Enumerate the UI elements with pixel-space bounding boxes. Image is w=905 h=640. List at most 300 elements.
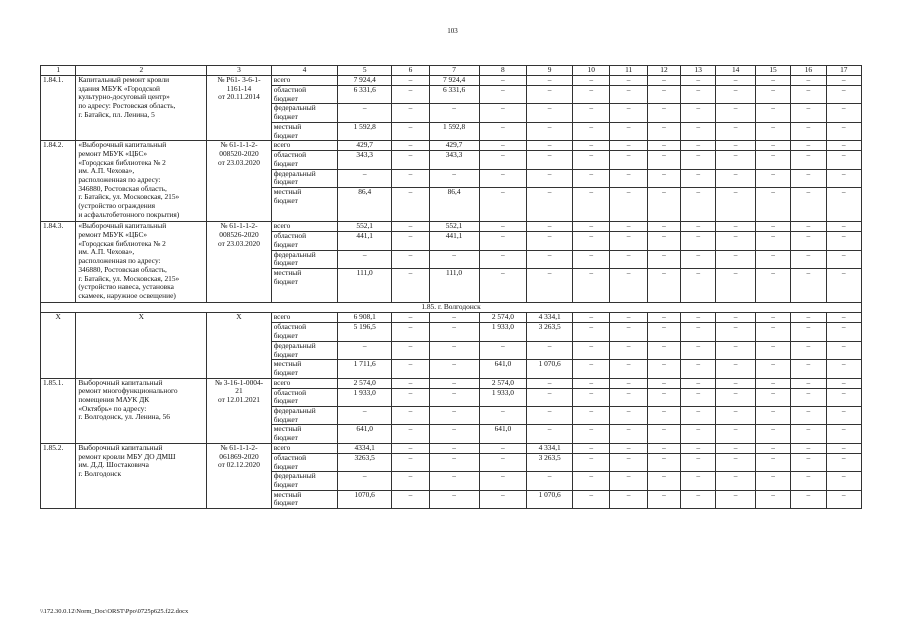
value-cell: – [716,122,755,140]
item-number: 1.85.1. [41,378,76,443]
value-cell: – [479,222,527,232]
value-cell: – [527,169,573,187]
value-cell: – [527,151,573,169]
value-cell: – [681,169,716,187]
value-cell: – [392,453,429,471]
value-cell: – [716,222,755,232]
value-cell: – [755,141,790,151]
value-cell: – [573,169,610,187]
value-cell: – [681,86,716,104]
value-cell: – [392,151,429,169]
value-cell: – [791,269,826,303]
table-header-row [41,66,862,76]
value-cell: – [527,188,573,222]
item-number: 1.84.1. [41,76,76,141]
value-cell: – [610,188,647,222]
value-cell: – [755,232,790,250]
column-header: 1 [41,66,76,76]
value-cell: – [716,104,755,122]
value-cell: – [716,472,755,490]
value-cell: – [681,250,716,268]
value-cell: – [755,341,790,359]
value-cell: – [573,388,610,406]
value-cell: – [610,313,647,323]
funding-source: всего [271,443,338,453]
value-cell: – [610,122,647,140]
value-cell: – [573,269,610,303]
value-cell: – [338,341,392,359]
value-cell: – [826,313,861,323]
value-cell: – [429,323,479,341]
value-cell: – [681,388,716,406]
item-description: Выборочный капитальный ремонт многофункционального помещения МАУК ДК «Октябрь» по адресу: г. Волгодонск, ул. Ленина, 56 [76,378,207,443]
value-cell: – [826,360,861,378]
value-cell: – [392,360,429,378]
value-cell: 2 574,0 [479,313,527,323]
value-cell: – [791,151,826,169]
value-cell: – [527,76,573,86]
value-cell: – [647,341,680,359]
funding-source: всего [271,76,338,86]
value-cell: – [791,407,826,425]
value-cell: 1 933,0 [338,388,392,406]
value-cell: – [647,269,680,303]
column-header: 4 [271,66,338,76]
funding-source: областной бюджет [271,86,338,104]
value-cell: 6 331,6 [429,86,479,104]
value-cell: – [791,425,826,443]
table-row [41,443,862,453]
value-cell: 429,7 [429,141,479,151]
funding-source: областной бюджет [271,232,338,250]
value-cell: 86,4 [429,188,479,222]
value-cell: – [573,232,610,250]
value-cell: – [647,323,680,341]
value-cell: – [392,222,429,232]
value-cell: – [573,378,610,388]
value-cell: – [681,443,716,453]
value-cell: – [573,122,610,140]
value-cell: – [610,76,647,86]
value-cell: – [826,388,861,406]
value-cell: – [392,122,429,140]
value-cell: – [716,169,755,187]
value-cell: – [429,425,479,443]
value-cell: – [479,443,527,453]
column-header: 14 [716,66,755,76]
value-cell: 1 933,0 [479,388,527,406]
value-cell: 3 263,5 [527,453,573,471]
value-cell: – [826,169,861,187]
value-cell: – [527,341,573,359]
value-cell: – [826,425,861,443]
value-cell: – [647,122,680,140]
value-cell: – [681,490,716,508]
value-cell: – [527,269,573,303]
value-cell: – [610,360,647,378]
value-cell: – [826,341,861,359]
value-cell: – [338,104,392,122]
value-cell: – [573,407,610,425]
item-description: Х [76,313,207,378]
value-cell: – [791,232,826,250]
value-cell: – [429,443,479,453]
value-cell: – [573,425,610,443]
column-header: 15 [755,66,790,76]
value-cell: – [826,76,861,86]
value-cell: – [610,323,647,341]
value-cell: – [527,425,573,443]
value-cell: – [610,86,647,104]
value-cell: – [392,443,429,453]
value-cell: – [716,151,755,169]
value-cell: – [716,360,755,378]
value-cell: – [610,472,647,490]
value-cell: 552,1 [429,222,479,232]
value-cell: – [573,313,610,323]
item-description: «Выборочный капитальный ремонт МБУК «ЦБС» «Городская библиотека № 2 им. А.П. Чехова», расположенная по адресу: 346880, Ростовская область, г. Батайск, ул. Московская, 215» (устройство ограждения и асфальтобетонного покрытия) [76,141,207,222]
value-cell: – [755,443,790,453]
value-cell: – [681,141,716,151]
value-cell: – [826,222,861,232]
value-cell: – [791,378,826,388]
value-cell: – [647,76,680,86]
funding-source: федеральный бюджет [271,250,338,268]
value-cell: – [755,76,790,86]
value-cell: 4 334,1 [527,313,573,323]
page-number: 103 [447,27,458,35]
funding-source: местный бюджет [271,269,338,303]
footer-file-path: \\172.30.0.12\Norm_Doc\ORST\Ppo\0725p625.f22.docx [40,608,189,615]
value-cell: – [681,151,716,169]
value-cell: – [791,341,826,359]
value-cell: 1 592,8 [429,122,479,140]
value-cell: – [392,407,429,425]
value-cell: – [429,388,479,406]
value-cell: – [716,76,755,86]
value-cell: – [573,341,610,359]
funding-source: федеральный бюджет [271,169,338,187]
value-cell: – [791,490,826,508]
value-cell: – [610,104,647,122]
value-cell: – [610,341,647,359]
value-cell: – [392,188,429,222]
value-cell: – [392,378,429,388]
value-cell: – [338,472,392,490]
value-cell: – [791,86,826,104]
item-description: «Выборочный капитальный ремонт МБУК «ЦБС» «Городская библиотека № 2 им. А.П. Чехова», расположенная по адресу: 346880, Ростовская область, г. Батайск, ул. Московская, 215» (устройство навеса, установка скамеек, наружное освещение) [76,222,207,303]
value-cell: – [573,360,610,378]
value-cell: – [716,232,755,250]
value-cell: – [573,453,610,471]
funding-source: местный бюджет [271,188,338,222]
table-row [41,222,862,232]
value-cell: – [791,188,826,222]
value-cell: – [429,360,479,378]
column-header: 11 [610,66,647,76]
table-row [41,141,862,151]
value-cell: – [647,169,680,187]
funding-source: всего [271,313,338,323]
value-cell: – [826,443,861,453]
value-cell: 1 592,8 [338,122,392,140]
value-cell: – [791,323,826,341]
funding-source: местный бюджет [271,490,338,508]
value-cell: – [681,188,716,222]
item-number: Х [41,313,76,378]
value-cell: 441,1 [338,232,392,250]
value-cell: – [791,388,826,406]
value-cell: 641,0 [479,360,527,378]
value-cell: – [479,122,527,140]
value-cell: – [647,360,680,378]
value-cell: – [826,490,861,508]
value-cell: 111,0 [338,269,392,303]
column-header: 5 [338,66,392,76]
value-cell: – [716,188,755,222]
section-row [41,303,862,313]
value-cell: – [716,490,755,508]
value-cell: – [681,425,716,443]
value-cell: – [647,313,680,323]
value-cell: – [429,250,479,268]
value-cell: – [479,407,527,425]
value-cell: – [479,169,527,187]
value-cell: – [716,141,755,151]
value-cell: – [479,269,527,303]
value-cell: – [479,86,527,104]
value-cell: – [429,341,479,359]
value-cell: – [826,232,861,250]
value-cell: – [755,122,790,140]
value-cell: – [392,76,429,86]
value-cell: – [826,188,861,222]
value-cell: – [573,222,610,232]
value-cell: – [479,188,527,222]
value-cell: – [429,104,479,122]
value-cell: – [573,151,610,169]
value-cell: – [826,141,861,151]
funding-source: местный бюджет [271,122,338,140]
value-cell: – [610,232,647,250]
value-cell: – [647,151,680,169]
value-cell: – [755,490,790,508]
funding-source: федеральный бюджет [271,341,338,359]
value-cell: – [791,222,826,232]
value-cell: – [647,407,680,425]
value-cell: – [610,222,647,232]
value-cell: 4334,1 [338,443,392,453]
value-cell: – [479,453,527,471]
value-cell: – [610,378,647,388]
value-cell: – [681,453,716,471]
section-title: 1.85. г. Волгодонск [41,303,862,313]
value-cell: – [681,378,716,388]
value-cell: – [610,269,647,303]
value-cell: – [479,250,527,268]
value-cell: – [755,425,790,443]
value-cell: – [647,378,680,388]
value-cell: – [826,250,861,268]
value-cell: – [826,378,861,388]
value-cell: – [791,453,826,471]
value-cell: – [791,141,826,151]
value-cell: – [755,378,790,388]
value-cell: – [573,443,610,453]
value-cell: – [527,378,573,388]
value-cell: – [338,407,392,425]
value-cell: – [681,407,716,425]
value-cell: – [716,269,755,303]
value-cell: – [791,443,826,453]
value-cell: – [755,86,790,104]
budget-table [40,65,862,509]
funding-source: местный бюджет [271,425,338,443]
value-cell: – [681,222,716,232]
value-cell: – [479,490,527,508]
value-cell: 1 933,0 [479,323,527,341]
value-cell: – [681,122,716,140]
value-cell: – [610,151,647,169]
value-cell: – [647,425,680,443]
table-row [41,378,862,388]
value-cell: 2 574,0 [338,378,392,388]
value-cell: – [681,360,716,378]
column-header: 9 [527,66,573,76]
value-cell: – [791,250,826,268]
value-cell: – [755,360,790,378]
value-cell: – [826,269,861,303]
value-cell: – [681,323,716,341]
value-cell: – [527,86,573,104]
value-cell: – [647,232,680,250]
value-cell: – [573,104,610,122]
value-cell: – [573,250,610,268]
value-cell: 343,3 [338,151,392,169]
value-cell: 7 924,4 [338,76,392,86]
value-cell: – [392,250,429,268]
value-cell: – [527,122,573,140]
value-cell: 1 070,6 [527,360,573,378]
column-header: 7 [429,66,479,76]
value-cell: – [573,323,610,341]
value-cell: 5 196,5 [338,323,392,341]
value-cell: – [573,490,610,508]
value-cell: – [755,313,790,323]
value-cell: – [826,122,861,140]
value-cell: – [338,250,392,268]
value-cell: – [392,313,429,323]
value-cell: – [392,323,429,341]
value-cell: – [573,76,610,86]
value-cell: – [716,388,755,406]
value-cell: – [573,188,610,222]
value-cell: – [755,323,790,341]
value-cell: – [647,104,680,122]
value-cell: – [429,490,479,508]
value-cell: 441,1 [429,232,479,250]
value-cell: – [392,490,429,508]
item-document: № Р61- 3-6-1- 1161-14 от 20.11.2014 [207,76,271,141]
value-cell: 641,0 [479,425,527,443]
value-cell: – [479,76,527,86]
value-cell: – [716,453,755,471]
value-cell: – [392,472,429,490]
value-cell: – [610,388,647,406]
value-cell: – [755,188,790,222]
value-cell: – [392,425,429,443]
value-cell: 1 070,6 [527,490,573,508]
item-document: № 61-1-1-2- 008526-2020 от 23.03.2020 [207,222,271,303]
value-cell: – [392,169,429,187]
value-cell: – [429,169,479,187]
value-cell: 552,1 [338,222,392,232]
value-cell: 6 908,1 [338,313,392,323]
item-document: № 61-1-1-2- 008520-2020 от 23.03.2020 [207,141,271,222]
value-cell: – [791,472,826,490]
item-document: № 61-1-1-2- 061869-2020 от 02.12.2020 [207,443,271,508]
value-cell: – [392,141,429,151]
value-cell: – [791,76,826,86]
value-cell: 1 711,6 [338,360,392,378]
value-cell: – [527,388,573,406]
column-header: 13 [681,66,716,76]
value-cell: – [791,104,826,122]
value-cell: – [610,425,647,443]
funding-source: областной бюджет [271,151,338,169]
value-cell: – [647,222,680,232]
column-header: 16 [791,66,826,76]
value-cell: 3263,5 [338,453,392,471]
value-cell: – [527,472,573,490]
funding-source: всего [271,222,338,232]
value-cell: – [647,490,680,508]
value-cell: – [527,104,573,122]
value-cell: 429,7 [338,141,392,151]
value-cell: – [392,388,429,406]
value-cell: – [392,269,429,303]
value-cell: – [647,141,680,151]
value-cell: – [610,407,647,425]
value-cell: – [429,313,479,323]
column-header: 2 [76,66,207,76]
value-cell: – [826,407,861,425]
funding-source: всего [271,141,338,151]
funding-source: местный бюджет [271,360,338,378]
item-document: Х [207,313,271,378]
value-cell: – [429,472,479,490]
value-cell: – [610,250,647,268]
value-cell: – [716,378,755,388]
value-cell: – [479,472,527,490]
column-header: 10 [573,66,610,76]
item-description: Выборочный капитальный ремонт кровли МБУ ДО ДМШ им. Д.Д. Шостаковича г. Волгодонск [76,443,207,508]
value-cell: – [429,378,479,388]
funding-source: федеральный бюджет [271,407,338,425]
value-cell: – [716,425,755,443]
value-cell: – [527,141,573,151]
funding-source: областной бюджет [271,323,338,341]
value-cell: – [527,232,573,250]
value-cell: – [479,141,527,151]
value-cell: – [479,232,527,250]
value-cell: – [681,341,716,359]
value-cell: – [791,360,826,378]
value-cell: – [527,222,573,232]
item-description: Капитальный ремонт кровли здания МБУК «Городской культурно-досуговый центр» по адресу: Ростовская область, г. Батайск, пл. Ленина, 5 [76,76,207,141]
value-cell: – [716,86,755,104]
value-cell: 7 924,4 [429,76,479,86]
